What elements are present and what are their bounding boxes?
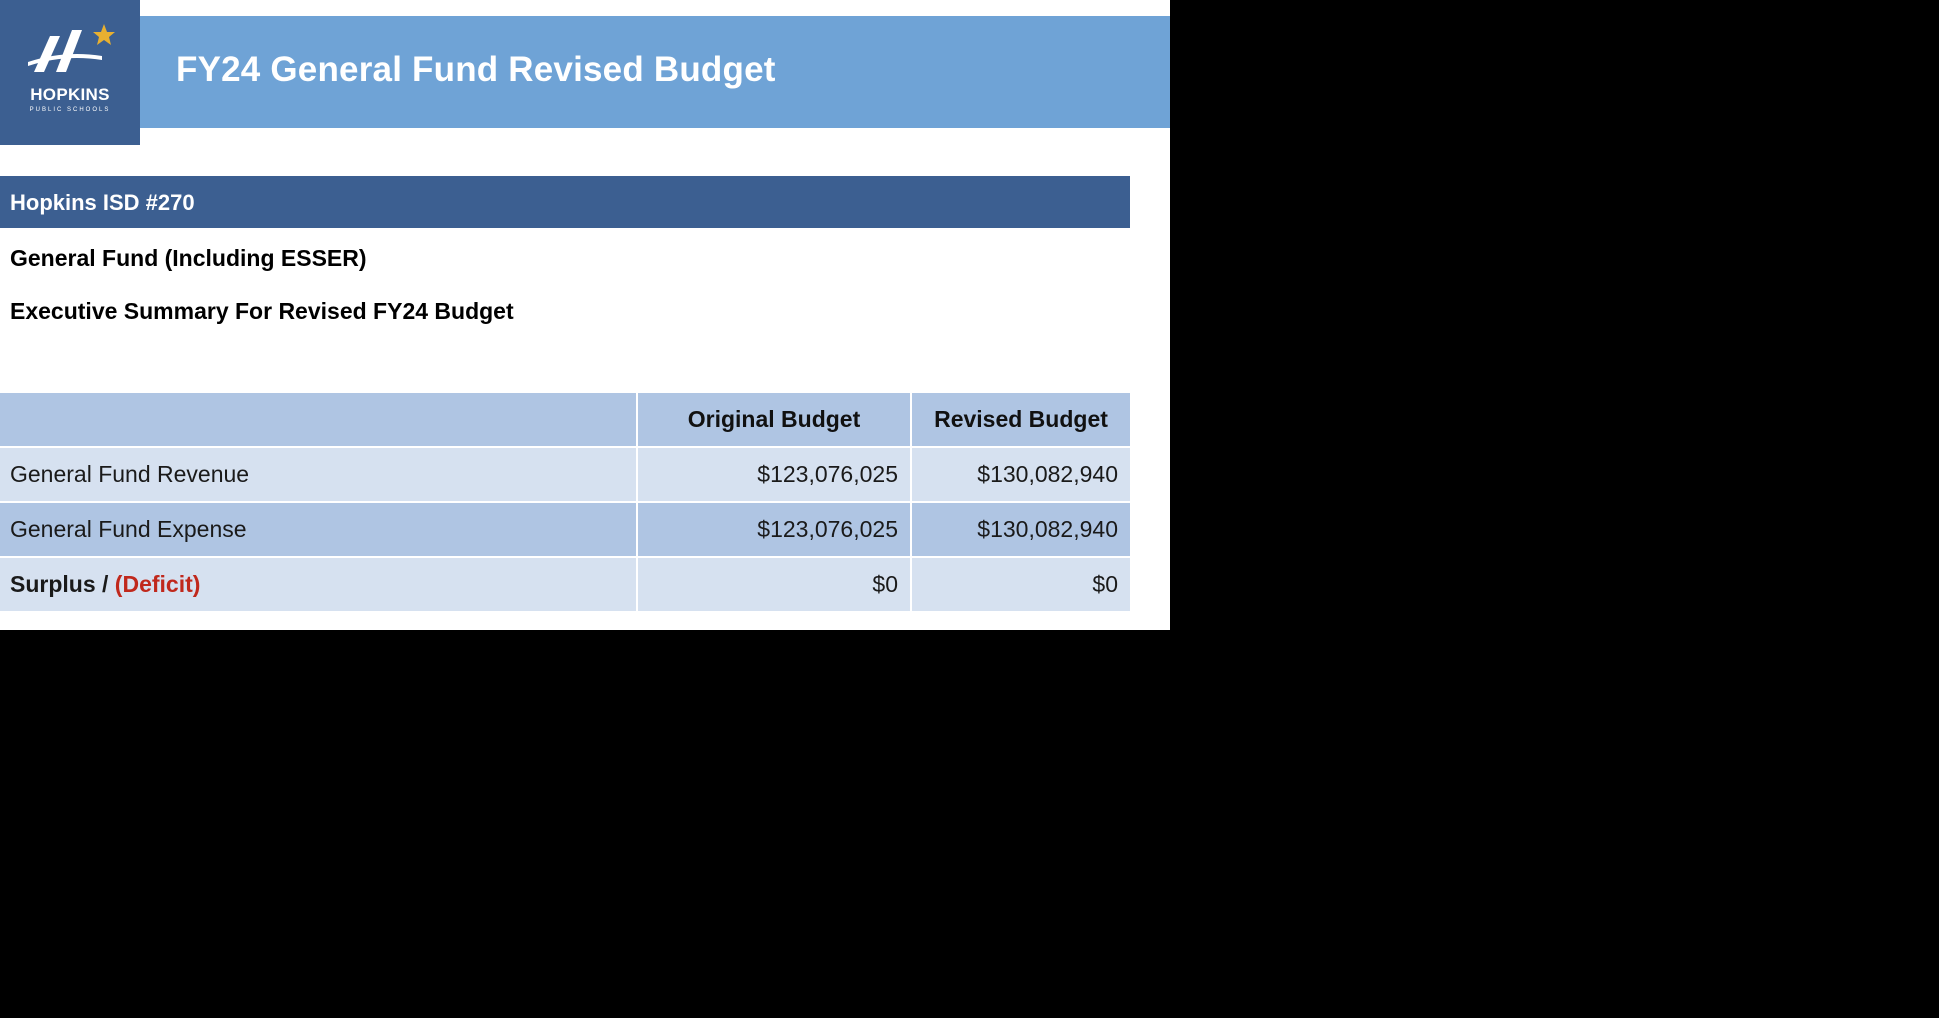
surplus-label: Surplus [10,571,96,597]
original-budget-value: $0 [638,558,910,611]
original-budget-value: $123,076,025 [638,503,910,556]
fund-subheading: General Fund (Including ESSER) [10,245,367,271]
hopkins-logo [0,0,140,145]
logo-name: HOPKINS [30,85,110,104]
table-header-row [0,393,1130,446]
row-label: General Fund Revenue [0,448,636,501]
logo-mark-icon [24,22,120,84]
district-bar [0,176,1130,228]
slide [0,0,1170,630]
original-budget-value: $123,076,025 [638,448,910,501]
header-cell-original-budget: Original Budget [638,393,910,446]
logo-subtitle: PUBLIC SCHOOLS [29,107,111,113]
revised-budget-value: $0 [912,558,1130,611]
table-row-expense [0,503,1130,556]
header-cell-label [0,393,636,446]
district-name: Hopkins ISD #270 [10,190,195,215]
row-label: General Fund Expense [0,503,636,556]
page-title: FY24 General Fund Revised Budget [176,50,776,89]
revised-budget-value: $130,082,940 [912,503,1130,556]
summary-subheading: Executive Summary For Revised FY24 Budget [10,298,514,324]
deficit-label: (Deficit) [114,571,201,597]
revised-budget-value: $130,082,940 [912,448,1130,501]
row-label [0,558,636,611]
table-row-revenue [0,448,1130,501]
header-cell-revised-budget: Revised Budget [912,393,1130,446]
label-separator: / [95,571,115,597]
budget-table [0,393,1130,613]
table-row-surplus-deficit [0,558,1130,611]
